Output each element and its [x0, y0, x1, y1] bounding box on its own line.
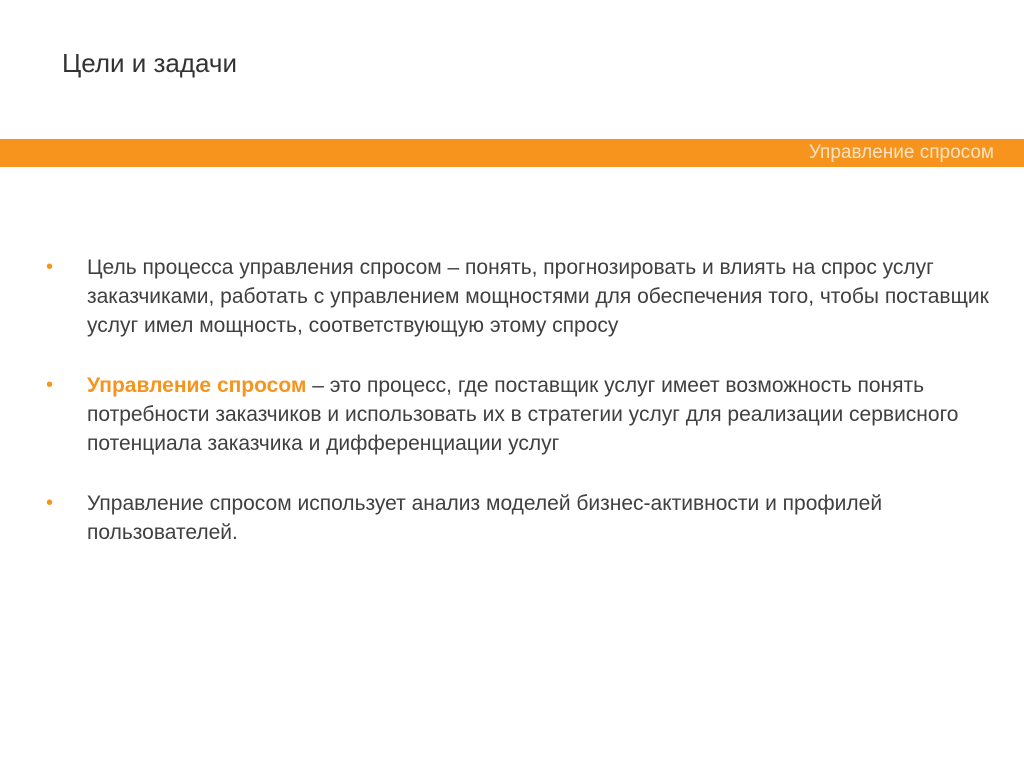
bullet-text: – это процесс, где поставщик услуг имеет возможность понять потребности заказчиков и использовать их в стратегии услуг для реализации сервисного потенциала заказчика и дифференциации услуг	[87, 374, 959, 455]
bullet-list	[40, 253, 990, 578]
bullet-highlight-term: Управление спросом	[87, 374, 307, 397]
section-label: Управление спросом	[808, 142, 994, 163]
bullet-item	[40, 489, 990, 547]
section-header-band	[0, 139, 1024, 167]
bullet-dot-icon: •	[46, 256, 54, 278]
bullet-text: Цель процесса управления спросом – понять, прогнозировать и влиять на спрос услуг заказчиками, работать с управлением мощностями для обеспечения того, чтобы поставщик услуг имел мощность, соответствующую этому спросу	[87, 256, 989, 337]
bullet-item	[40, 253, 990, 340]
bullet-item	[40, 371, 990, 458]
bullet-text: Управление спросом использует анализ моделей бизнес-активности и профилей пользователей.	[87, 492, 883, 544]
bullet-dot-icon: •	[46, 374, 54, 396]
slide-title: Цели и задачи	[62, 48, 238, 78]
bullet-dot-icon: •	[46, 492, 54, 514]
